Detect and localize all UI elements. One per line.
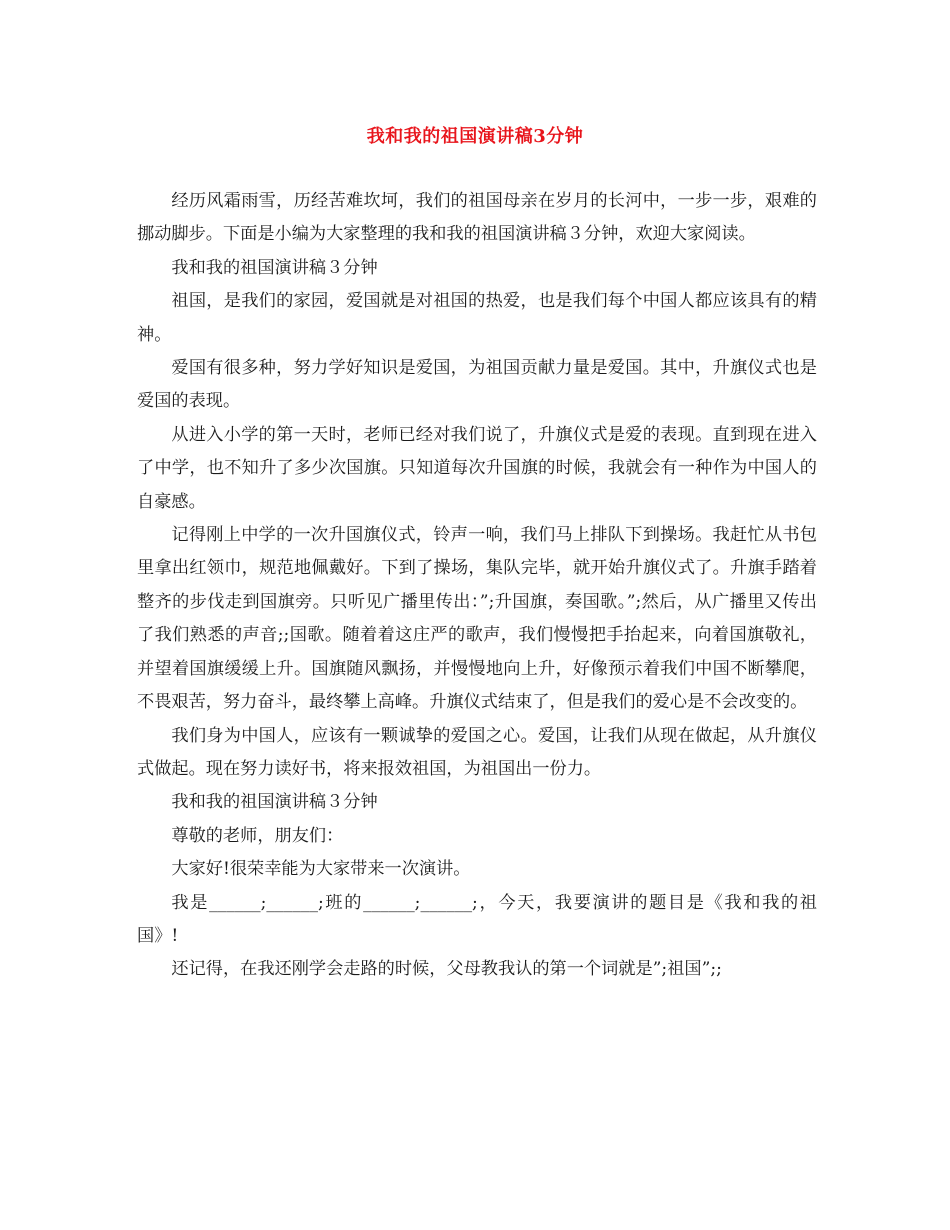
paragraph: 祖国，是我们的家园，爱国就是对祖国的热爱，也是我们每个中国人都应该具有的精神。 xyxy=(137,291,817,345)
paragraph: 我们身为中国人，应该有一颗诚挚的爱国之心。爱国，让我们从现在做起，从升旗仪式做起。现在努力读好书，将来报效祖国，为祖国出一份力。 xyxy=(137,725,817,779)
salutation: 尊敬的老师，朋友们： xyxy=(171,825,344,846)
paragraph: 大家好!很荣幸能为大家带来一次演讲。 xyxy=(171,859,471,880)
section-heading-1: 我和我的祖国演讲稿３分钟 xyxy=(171,257,378,278)
document-title: 我和我的祖国演讲稿3分钟 xyxy=(366,126,584,147)
document-body xyxy=(137,185,817,987)
section-heading-2: 我和我的祖国演讲稿３分钟 xyxy=(171,792,378,813)
paragraph: 我是______;______;班的______;______;，今天，我要演讲的题目是《我和我的祖国》! xyxy=(137,892,817,946)
paragraph: 记得刚上中学的一次升国旗仪式，铃声一响，我们马上排队下到操场。我赶忙从书包里拿出红领巾，规范地佩戴好。下到了操场，集队完毕，就开始升旗仪式了。升旗手踏着整齐的步伐走到国旗旁。只听见广播里传出：”;升国旗，奏国歌。”;然后，从广播里又传出了我们熟悉的声音;;国歌。随着着这庄严的歌声，我们慢慢把手抬起来，向着国旗敬礼，并望着国旗缓缓上升。国旗随风飘扬，并慢慢地向上升，好像预示着我们中国不断攀爬，不畏艰苦，努力奋斗，最终攀上高峰。升旗仪式结束了，但是我们的爱心是不会改变的。 xyxy=(137,525,817,713)
paragraph-intro: 经历风霜雨雪，历经苦难坎坷，我们的祖国母亲在岁月的长河中，一步一步，艰难的挪动脚步。下面是小编为大家整理的我和我的祖国演讲稿３分钟，欢迎大家阅读。 xyxy=(137,191,817,245)
paragraph: 爱国有很多种，努力学好知识是爱国，为祖国贡献力量是爱国。其中，升旗仪式也是爱国的表现。 xyxy=(137,358,817,412)
paragraph: 从进入小学的第一天时，老师已经对我们说了，升旗仪式是爱的表现。直到现在进入了中学，也不知升了多少次国旗。只知道每次升国旗的时候，我就会有一种作为中国人的自豪感。 xyxy=(137,424,817,512)
paragraph: 还记得，在我还刚学会走路的时候，父母教我认的第一个词就是”;祖国”;; xyxy=(171,959,722,980)
